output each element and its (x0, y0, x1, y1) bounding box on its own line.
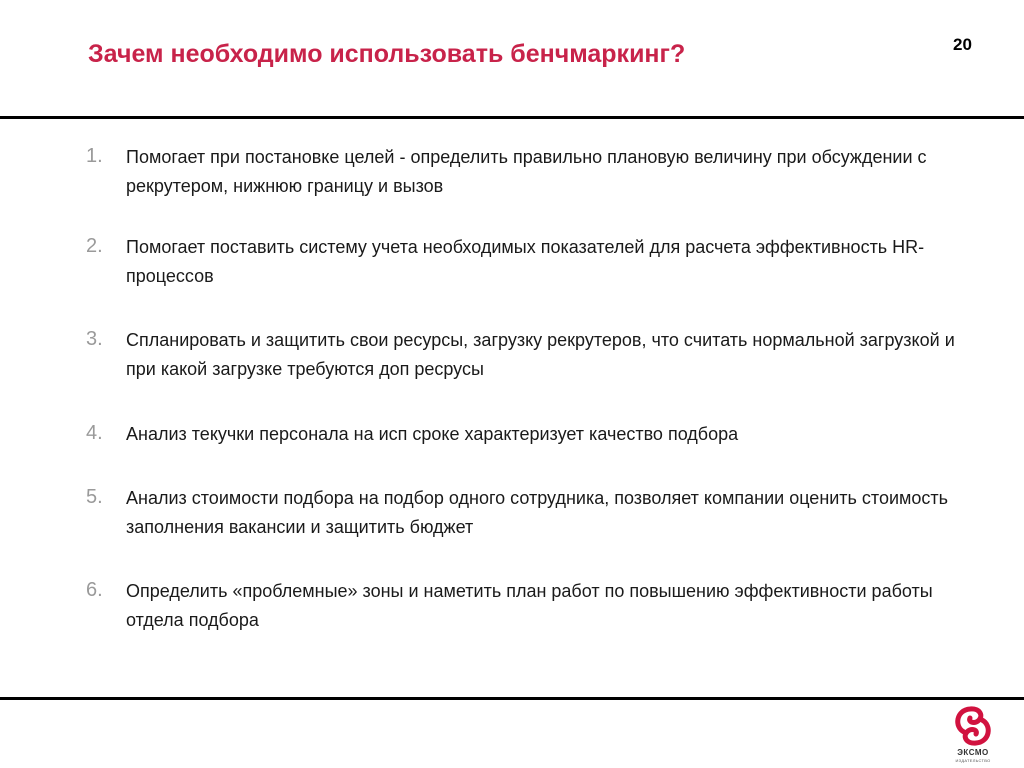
logo-subtitle: ИЗДАТЕЛЬСТВО (955, 758, 991, 763)
list-item-number: 4. (86, 422, 103, 444)
slide-title: Зачем необходимо использовать бенчмаркинг? (88, 40, 686, 68)
list-item (86, 143, 956, 201)
list-item-number: 5. (86, 486, 103, 508)
bottom-divider (0, 697, 1024, 700)
list-item (86, 484, 956, 542)
page-number: 20 (953, 35, 972, 54)
list-item (86, 420, 956, 449)
list-item-text: Анализ текучки персонала на исп сроке характеризует качество подбора (126, 424, 739, 444)
list-item-number: 2. (86, 235, 103, 257)
list-item (86, 326, 956, 384)
list-item-number: 6. (86, 579, 103, 601)
list-item-text: Анализ стоимости подбора на подбор одного сотрудника, позволяет компании оценить стоимость заполнения вакансии и защитить бюджет (126, 488, 949, 537)
list-item-text: Помогает поставить систему учета необходимых показателей для расчета эффективность HR-процессов (126, 237, 925, 286)
list-item-text: Помогает при постановке целей - определить правильно плановую величину при обсуждении с рекрутером, нижнюю границу и вызов (126, 147, 927, 196)
list-item (86, 577, 956, 635)
eksmo-logo-mark (943, 704, 1003, 748)
top-divider (0, 116, 1024, 119)
logo-name: ЭКСМО (957, 748, 989, 757)
list-item-text: Спланировать и защитить свои ресурсы, загрузку рекрутеров, что считать нормальной загрузкой и при какой загрузке требуются доп ресрусы (126, 330, 955, 379)
eksmo-logo (943, 704, 1003, 764)
list-item-number: 3. (86, 328, 103, 350)
list-item-number: 1. (86, 145, 103, 167)
list-item-text: Определить «проблемные» зоны и наметить план работ по повышению эффективности работы отдела подбора (126, 581, 933, 630)
list-item (86, 233, 956, 291)
